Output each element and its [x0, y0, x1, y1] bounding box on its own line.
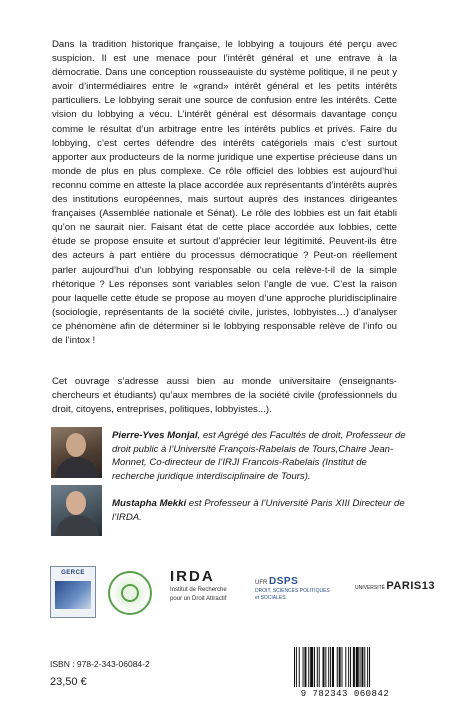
author-bio-text-mekki: est Professeur à l’Université Paris XIII Directeur de l’IRDA.: [112, 498, 405, 523]
barcode: [290, 645, 400, 700]
dsps-subtitle-1: DROIT, SCIENCES POLITIQUES: [255, 588, 330, 594]
author-name-mekki: Mustapha Mekki: [112, 498, 187, 509]
dsps-name: DSPS: [269, 576, 299, 587]
price: 23,50 €: [50, 676, 87, 688]
irda-logo-subtitle-2: pour un Droit Attractif: [170, 596, 227, 602]
paris-13-logo: [355, 580, 435, 592]
barcode-digits: 9 782343 060842: [300, 689, 390, 699]
gerce-logo: [50, 566, 96, 618]
author-photo-monjal: [51, 427, 102, 478]
audience-paragraph: Cet ouvrage s’adresse aussi bien au monde universitaire (enseignants-chercheurs et étudiants) qu’aux membres de la société civile (professionnels du droit, citoyens, entreprises, politiques, lobbyistes...).: [52, 376, 397, 416]
barcode-bars: [290, 645, 400, 689]
paris-prefix: UNIVERSITÉ: [355, 585, 386, 591]
dsps-subtitle-2: et SOCIALES: [255, 595, 286, 601]
dsps-prefix: UFR: [255, 580, 268, 586]
isbn: ISBN : 978-2-343-06084-2: [50, 659, 150, 669]
irda-logo: [170, 568, 240, 603]
author-photo-mekki: [51, 485, 102, 536]
summary-paragraph: Dans la tradition historique française, le lobbying a toujours été perçu avec suspicion. Il est une menace pour l’intérêt général et une entrave à la démocratie. Dans une conception rousseauiste du système politique, il ne peut y avoir d’intermédiaires entre le «grand» intérêt général et les petits intérêts particuliers. Le lobbying serait une source de confusion entre les intérêts. Cette vision du lobbying a vécu. L’intérêt général est désormais davantage conçu comme le résultat d’un arbitrage entre les intérêts publics et privés. Faire du lobbying, c’est certes défendre des intérêts catégoriels mais c’est surtout apporter aux producteurs de la norme juridique une expertise précieuse dans un monde de plus en plus complexe. Ce rôle officiel des lobbies est aujourd’hui reconnu comme en atteste la place accordée aux représentants d’intérêts auprès des institutions européennes, mais surtout auprès des instances dirigeantes françaises (Assemblée nationale et Sénat). Le rôle des lobbies est un fait établi qu’on ne saurait nier. Faisant état de cette place accordée aux lobbies, cette étude se propose ensuite et surtout d’apprécier leur légitimité. Peuvent-ils être des acteurs à part entière du processus démocratique ? Peut-on réellement parler aujourd’hui d’un lobbying responsable ou cela relève-t-il de la simple rhétorique ? Les réponses sont variables selon l’angle de vue. C’est la raison pour laquelle cette étude se propose au moyen d’une approche pluridisciplinaire (sociologie, représentants de la société civile, juristes, lobbyistes…) d’analyser ce phénomène afin de déterminer si le lobbying responsable relève de l’info ou de l’intox !: [52, 39, 397, 346]
ufr-dsps-logo: [255, 576, 345, 601]
paris-number: 13: [421, 580, 435, 592]
author-name-monjal: Pierre-Yves Monjal: [112, 430, 198, 441]
author-bio-text-monjal: , est Agrégé des Facultés de droit, Professeur de droit public à l’Université François-Rabelais de Tours,Chaire Jean-Monnet, Co-directeur de l’IRJI Francois-Rabelais (Institut de recherche juridique interdisciplinaire de Tours).: [112, 430, 406, 482]
author-bio-monjal: [112, 429, 407, 483]
gerce-logo-label: GERCE: [61, 570, 85, 576]
green-circle-logo: [108, 571, 152, 615]
author-bio-mekki: [112, 497, 407, 524]
paris-name: PARIS: [386, 580, 422, 592]
irda-logo-subtitle-1: Institut de Recherche: [170, 587, 227, 593]
summary-text: [52, 38, 397, 348]
irda-logo-name: IRDA: [170, 568, 215, 585]
